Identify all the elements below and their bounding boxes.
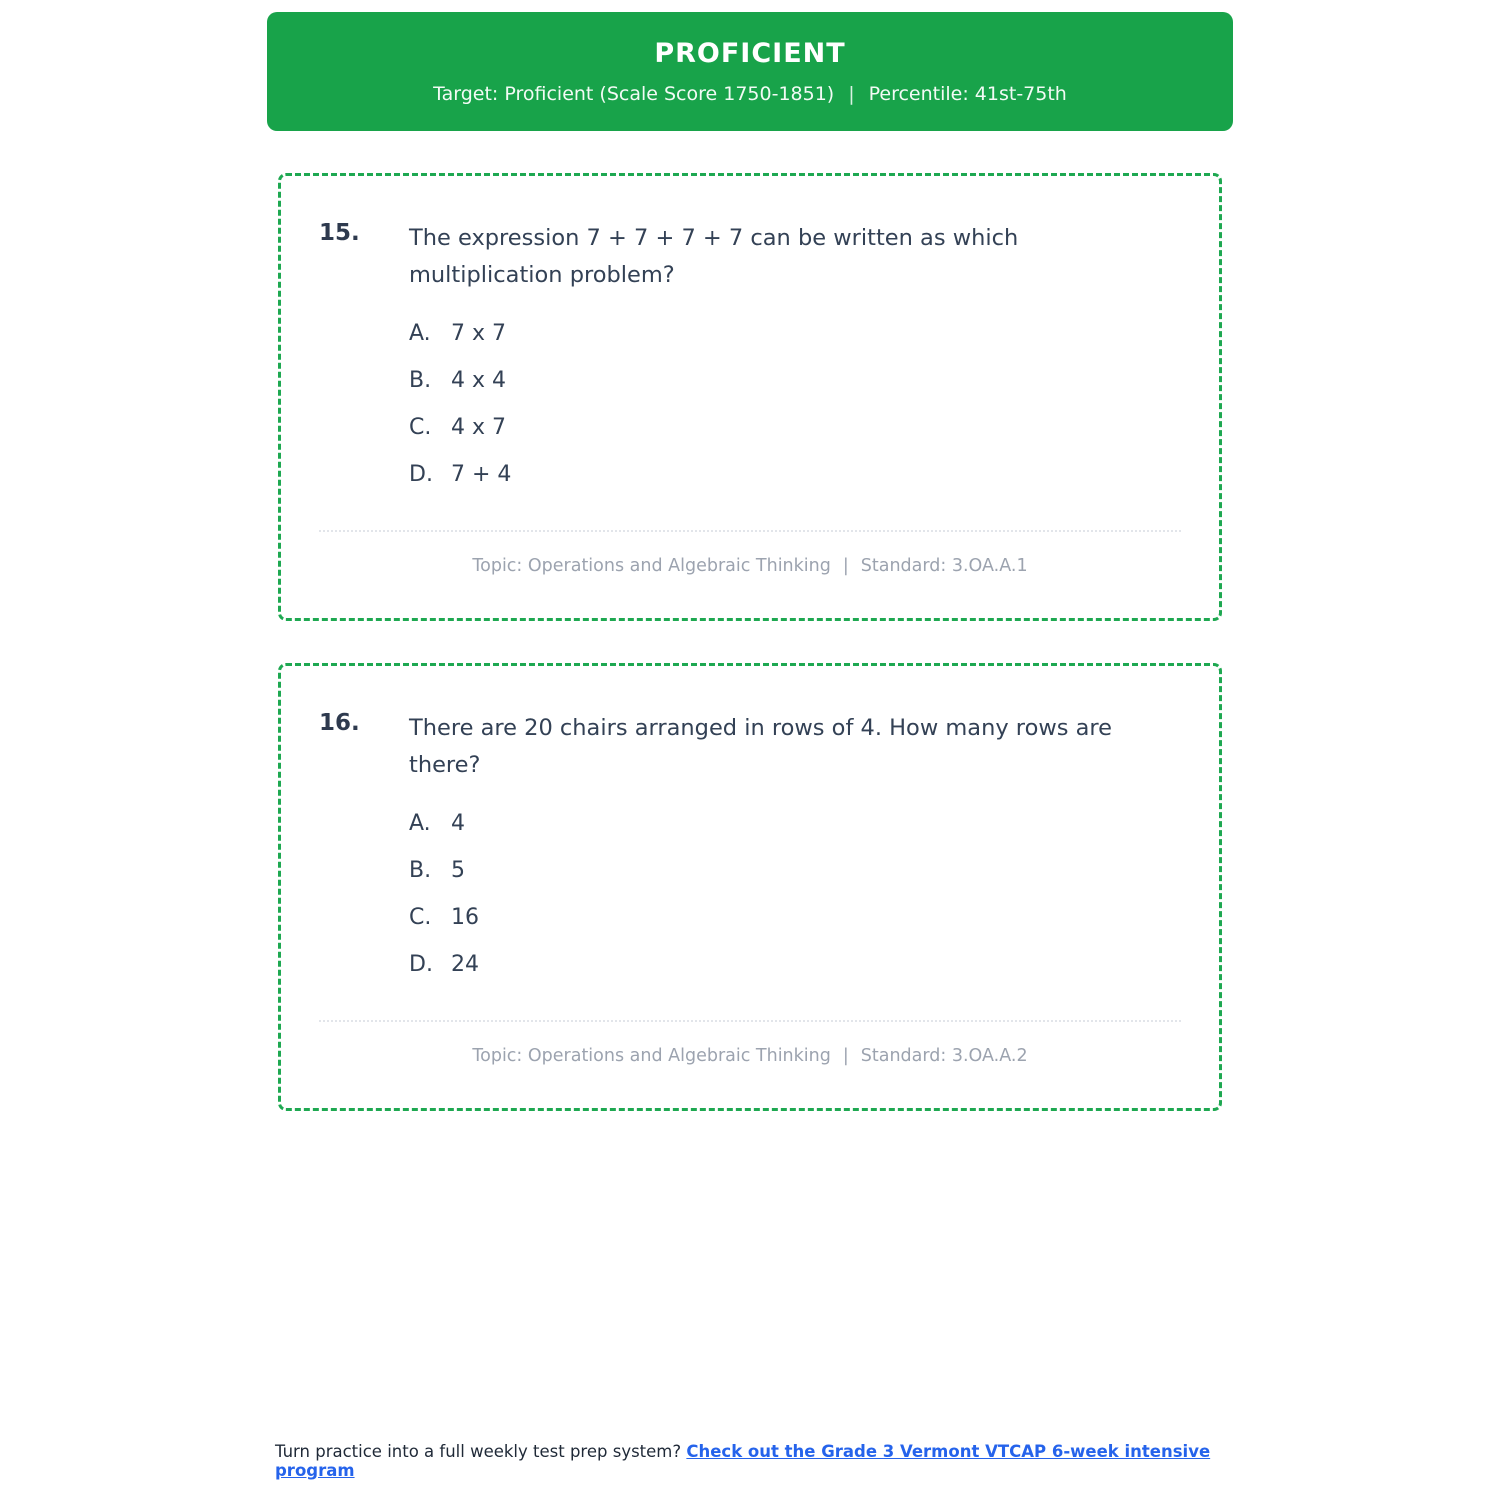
question-row: [319, 220, 1181, 294]
option-text: 7 x 7: [451, 321, 506, 346]
dotted-divider: [319, 1020, 1181, 1022]
option-c: [409, 894, 1181, 941]
question-meta: [319, 556, 1181, 576]
topic-label: Topic: Operations and Algebraic Thinking: [472, 1046, 831, 1066]
question-card-15: [278, 173, 1222, 621]
standard-label: Standard: 3.OA.A.1: [860, 556, 1028, 576]
option-letter: A.: [409, 321, 431, 346]
option-text: 5: [451, 858, 465, 883]
footer-cta: [275, 1442, 1225, 1480]
option-d: [409, 941, 1181, 988]
footer-cta-link[interactable]: Check out the Grade 3 Vermont VTCAP 6-week intensive program: [275, 1442, 1211, 1480]
banner-subtitle-separator: |: [848, 83, 855, 105]
topic-label: Topic: Operations and Algebraic Thinking: [472, 556, 831, 576]
meta-separator: |: [842, 556, 849, 576]
option-letter: D.: [409, 462, 433, 487]
question-text: There are 20 chairs arranged in rows of 4. How many rows are there?: [409, 715, 1112, 778]
option-d: [409, 451, 1181, 498]
question-meta: [319, 1046, 1181, 1066]
banner-subtitle: [287, 83, 1213, 105]
option-text: 24: [451, 952, 479, 977]
standard-label: Standard: 3.OA.A.2: [860, 1046, 1028, 1066]
option-text: 7 + 4: [451, 462, 512, 487]
content-column: [267, 12, 1233, 1111]
option-letter: B.: [409, 368, 432, 393]
dotted-divider: [319, 530, 1181, 532]
option-letter: A.: [409, 811, 431, 836]
question-card-16: [278, 663, 1222, 1111]
banner-percentile-text: Percentile: 41st-75th: [868, 83, 1067, 105]
footer-cta-text: Turn practice into a full weekly test prep system?: [275, 1442, 687, 1461]
option-letter: D.: [409, 952, 433, 977]
answer-options: [409, 800, 1181, 988]
question-text: The expression 7 + 7 + 7 + 7 can be written as which multiplication problem?: [409, 225, 1019, 288]
question-number: 15.: [319, 220, 360, 246]
option-b: [409, 847, 1181, 894]
option-text: 4: [451, 811, 465, 836]
option-b: [409, 357, 1181, 404]
banner-title: PROFICIENT: [654, 38, 846, 69]
option-letter: C.: [409, 905, 432, 930]
option-letter: B.: [409, 858, 432, 883]
answer-options: [409, 310, 1181, 498]
banner-target-text: Target: Proficient (Scale Score 1750-1851): [433, 83, 835, 105]
option-a: [409, 800, 1181, 847]
option-text: 4 x 4: [451, 368, 506, 393]
option-a: [409, 310, 1181, 357]
option-text: 16: [451, 905, 479, 930]
meta-separator: |: [842, 1046, 849, 1066]
option-c: [409, 404, 1181, 451]
option-text: 4 x 7: [451, 415, 506, 440]
proficiency-level-banner: [267, 12, 1233, 131]
option-letter: C.: [409, 415, 432, 440]
question-row: [319, 710, 1181, 784]
question-number: 16.: [319, 710, 360, 736]
